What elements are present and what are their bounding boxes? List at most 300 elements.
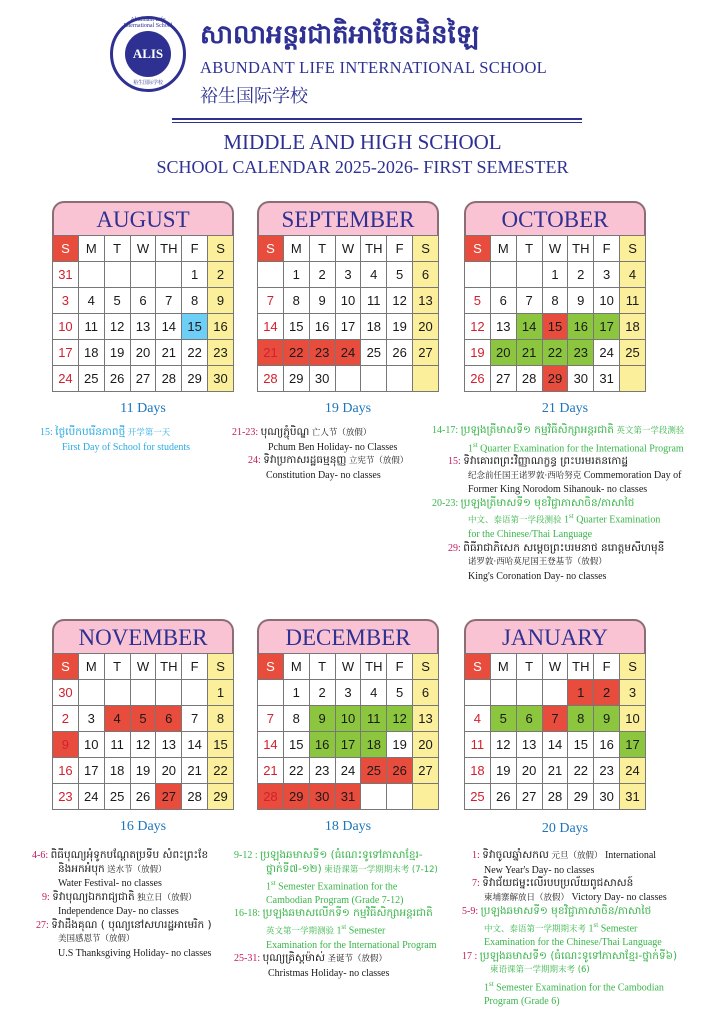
page-title: MIDDLE AND HIGH SCHOOL [223,130,502,154]
day-cell: 22 [182,340,208,366]
day-cell: 24 [78,784,104,810]
note-chinese: 独立日（放假） [137,892,197,903]
note-chinese: 立宪节（放假） [348,456,409,466]
day-cell [413,366,439,392]
day-cell: 12 [104,314,130,340]
day-cell: 25 [620,340,646,366]
day-cell: 25 [104,784,130,810]
day-cell: 25 [361,340,387,366]
day-cell: 16 [208,314,234,340]
weekday-label: F [594,654,620,680]
note-date: 14-17: [432,425,459,436]
day-cell: 14 [182,732,208,758]
note-chinese-text: 柬语课第一学期期末考 (6) [490,965,590,976]
note-date: 9: [42,891,50,903]
day-cell: 10 [335,288,361,314]
note-khmer: ប្រឡងឆមាសលើកទី១ កម្មវិធីសិក្សាអន្តរជាតិ [262,907,433,920]
days-count-december: 18 Days [324,819,372,834]
day-cell: 15 [182,314,208,340]
note-english: First Day of School for students [62,441,191,453]
note-english: Independence Day- no classes [58,906,179,917]
weekday-label: M [490,236,516,262]
day-cell: 7 [182,706,208,732]
day-cell: 15 [283,732,309,758]
day-cell: 14 [258,732,284,758]
day-cell [156,262,182,288]
day-cell: 11 [361,706,387,732]
day-cell: 1 [283,262,309,288]
day-cell: 19 [104,340,130,366]
day-cell: 2 [309,262,335,288]
day-cell: 29 [568,784,594,810]
note-khmer: ទិវាដឹងគុណ ( បុណ្យនៅសហរដ្ឋអាមេរិក ) [51,918,212,931]
day-cell [542,680,568,706]
day-cell: 6 [413,262,439,288]
day-cell: 17 [335,732,361,758]
weekday-label: T [309,236,335,262]
weekday-label: M [283,654,309,680]
day-cell: 9 [568,288,594,314]
weekday-header-row [53,654,234,680]
day-cell: 10 [620,706,646,732]
day-cell: 19 [490,758,516,784]
day-cell: 18 [104,758,130,784]
week-row [53,262,234,288]
note-date: 4-6: [32,850,49,861]
day-cell: 3 [594,262,620,288]
logo-bottom-text: 裕生国际学校 [132,81,163,86]
day-cell: 13 [490,314,516,340]
day-cell: 26 [465,366,491,392]
note-english: International [604,850,657,861]
calendar-grid [257,235,439,392]
day-cell: 5 [104,288,130,314]
day-cell: 25 [78,366,104,392]
day-cell: 4 [620,262,646,288]
calendar-october [464,201,646,392]
day-cell: 1 [208,680,234,706]
month-title: DECEMBER [257,619,439,653]
weekday-label: W [130,236,156,262]
day-cell: 24 [53,366,79,392]
weekday-label: M [78,236,104,262]
weekday-label: F [182,236,208,262]
note-date: 15: [40,427,53,438]
day-cell: 8 [568,706,594,732]
page-subtitle: SCHOOL CALENDAR 2025-2026- FIRST SEMESTER [156,157,569,177]
day-cell: 20 [156,758,182,784]
notes-november [32,849,212,960]
weekday-label: S [413,654,439,680]
day-cell: 23 [309,340,335,366]
weekday-label: TH [156,236,182,262]
day-cell: 15 [542,314,568,340]
day-cell: 29 [542,366,568,392]
day-cell: 25 [465,784,491,810]
note-khmer: ទិវាបុណ្យឯករាជ្យជាតិ [52,890,135,903]
note-chinese: 亡人节（放假） [311,428,372,438]
note-khmer: ប្រឡងត្រីមាសទី១ កម្មវិធីសិក្សាអន្តរជាតិ [460,424,614,436]
day-cell: 16 [53,758,79,784]
weekday-header-row [465,236,646,262]
day-cell: 26 [387,758,413,784]
weekday-label: S [620,236,646,262]
day-cell: 6 [156,706,182,732]
day-cell: 28 [258,784,284,810]
week-row [465,706,646,732]
day-cell: 3 [53,288,79,314]
note-english: Commemoration Day of [583,469,682,481]
note-khmer: និងអកអំបុក [58,862,105,875]
days-count-january: 20 Days [541,821,589,836]
day-cell: 11 [465,732,491,758]
day-cell: 4 [465,706,491,732]
note-khmer: ទិវាចូលឆ្នាំសកល [482,849,549,861]
weekday-label: T [516,654,542,680]
day-cell: 27 [413,340,439,366]
note-english: Program (Grade 6) [484,995,560,1007]
day-cell: 12 [387,288,413,314]
note-chinese [432,555,684,570]
note-khmer: ទិវាជ័យជម្នះលើរបបប្រល័យពូជសាសន៍ [482,877,634,889]
day-cell: 21 [258,340,284,366]
note-date: 5-9: [462,906,479,917]
weekday-label: S [53,236,79,262]
weekday-label: M [490,654,516,680]
day-cell: 20 [413,732,439,758]
day-cell: 3 [78,706,104,732]
day-cell: 5 [465,288,491,314]
note-chinese: 开学第一天 [127,428,171,438]
week-row [258,706,439,732]
week-row [465,784,646,810]
day-cell: 20 [413,314,439,340]
weekday-label: M [78,654,104,680]
week-row [53,732,234,758]
week-row [258,262,439,288]
week-row [53,366,234,392]
weekday-label: TH [568,654,594,680]
note-english: Semester Examination for the [278,881,398,893]
week-row [258,314,439,340]
note-english: Christmas Holiday- no classes [268,967,390,979]
note-english: for the Chinese/Thai Language [468,529,593,541]
week-row [258,340,439,366]
note-khmer: ប្រឡងត្រីមាសទី១ មុខវិជ្ជាភាសាចិន/ភាសាថៃ [460,496,635,509]
day-cell: 10 [335,706,361,732]
day-cell: 18 [78,340,104,366]
day-cell [258,680,284,706]
day-cell: 8 [283,706,309,732]
note-english: Cambodian Program (Grade 7-12) [266,894,404,906]
day-cell: 23 [53,784,79,810]
day-cell: 16 [309,314,335,340]
day-cell: 16 [594,732,620,758]
ordinal-suffix: st [341,922,347,931]
day-cell [361,784,387,810]
day-cell: 29 [283,784,309,810]
note-english: Semester Examination for the Cambodian [496,982,664,994]
weekday-label: W [130,654,156,680]
weekday-header-row [258,654,439,680]
calendar-grid [464,235,646,392]
day-cell: 2 [309,680,335,706]
day-cell: 5 [387,262,413,288]
weekday-label: F [387,236,413,262]
calendar-grid [257,653,439,810]
day-cell: 21 [516,340,542,366]
day-cell: 2 [53,706,79,732]
calendar-january [464,619,646,810]
day-cell: 12 [387,706,413,732]
calendar-december [257,619,439,810]
day-cell: 13 [516,732,542,758]
week-row [53,758,234,784]
calendar-grid [52,235,234,392]
note-chinese [32,932,212,947]
day-cell: 11 [78,314,104,340]
week-row [258,784,439,810]
note-english: Former King Norodom Sihanouk- no classes [468,484,648,496]
note-chinese: 送水节（放假） [107,864,167,875]
week-row [465,680,646,706]
day-cell: 16 [568,314,594,340]
day-cell: 27 [413,758,439,784]
note-date: 1: [472,850,480,861]
week-row [53,680,234,706]
note-khmer: ទិវាគោរពព្រះវិញ្ញាណក្ខន្ធ ព្រះបរមរតនកោដ្ឋ [463,455,629,468]
day-cell [130,262,156,288]
day-cell: 10 [53,314,79,340]
day-cell: 11 [361,288,387,314]
day-cell: 11 [620,288,646,314]
day-cell: 19 [130,758,156,784]
note-date: 9-12 : [234,850,258,861]
week-row [53,340,234,366]
day-cell: 27 [156,784,182,810]
note-date: 15: [448,456,461,468]
week-row [465,288,646,314]
day-cell [130,680,156,706]
note-khmer: បុណ្យភ្ជុំបិណ្ឌ [260,426,310,438]
day-cell: 21 [542,758,568,784]
day-cell: 1 [568,680,594,706]
day-cell [104,680,130,706]
note-chinese-text: 诺罗敦·西哈莫尼国王登基节（放假） [468,557,607,568]
month-title: OCTOBER [464,201,646,235]
day-cell: 5 [130,706,156,732]
notes-august [40,426,190,454]
calendar-grid [464,653,646,810]
note-khmer: បុណ្យគ្រិស្តម៉ាស់ [262,952,326,965]
week-row [258,732,439,758]
day-cell: 27 [516,784,542,810]
day-cell [387,784,413,810]
day-cell: 19 [387,314,413,340]
ordinal-number: 1 [266,881,271,893]
day-cell: 12 [490,732,516,758]
notes-october [432,424,684,583]
ordinal-suffix: st [271,879,276,887]
week-row [53,314,234,340]
day-cell: 13 [413,288,439,314]
day-cell [78,680,104,706]
day-cell: 29 [283,366,309,392]
notes-september [232,426,408,482]
day-cell: 3 [620,680,646,706]
note-chinese: 柬语课第一学期期末考 (7-12) [324,864,438,875]
day-cell: 7 [258,706,284,732]
weekday-label: S [258,654,284,680]
day-cell: 1 [283,680,309,706]
day-cell: 17 [78,758,104,784]
day-cell: 23 [594,758,620,784]
day-cell: 7 [258,288,284,314]
weekday-label: S [465,654,491,680]
weekday-label: S [208,236,234,262]
day-cell: 9 [594,706,620,732]
day-cell: 19 [465,340,491,366]
note-chinese: 英文第一学期测验 [266,926,335,937]
day-cell: 4 [361,262,387,288]
day-cell: 17 [594,314,620,340]
day-cell: 13 [413,706,439,732]
note-english: Examination for the International Program [266,939,437,951]
days-count-november: 16 Days [119,819,167,834]
day-cell: 21 [182,758,208,784]
logo-text: ALIS [125,31,171,77]
weekday-label: TH [568,236,594,262]
day-cell: 10 [594,288,620,314]
ordinal-number: 1 [564,514,570,526]
day-cell: 18 [361,732,387,758]
note-date: 20-23: [432,497,459,509]
day-cell: 24 [335,340,361,366]
weekday-label: F [594,236,620,262]
day-cell: 23 [309,758,335,784]
weekday-header-row [53,236,234,262]
day-cell: 17 [620,732,646,758]
month-title: NOVEMBER [52,619,234,653]
day-cell: 10 [78,732,104,758]
day-cell [104,262,130,288]
note-chinese [462,963,677,978]
note-chinese: 圣诞节（放假） [327,954,388,965]
weekday-label: S [53,654,79,680]
weekday-label: F [387,654,413,680]
day-cell: 1 [542,262,568,288]
day-cell: 18 [465,758,491,784]
day-cell [182,680,208,706]
day-cell: 17 [335,314,361,340]
day-cell: 27 [130,366,156,392]
school-name-chinese: 裕生国际学校 [200,86,308,107]
day-cell: 23 [208,340,234,366]
note-date: 17 : [462,950,478,962]
note-khmer: ប្រឡងឆមាសទី១ (ធំណេះទូទៅភាសាខ្មែរ- [260,849,423,861]
day-cell: 19 [387,732,413,758]
note-chinese: 英文第一学段测验 [616,426,685,436]
day-cell: 15 [208,732,234,758]
week-row [465,262,646,288]
day-cell: 31 [53,262,79,288]
ordinal-number: 1 [484,982,489,994]
notes-january [462,849,677,1008]
month-title: JANUARY [464,619,646,653]
note-english: Quarter Examination [576,514,661,526]
weekday-label: T [309,654,335,680]
note-date: 16-18: [234,908,261,920]
note-khmer: ពិធីរាជាភិសេក សម្តេចព្រះបរមនាថ នរោត្តមសីហមុនី [463,541,665,554]
day-cell: 8 [182,288,208,314]
day-cell: 30 [594,784,620,810]
week-row [465,340,646,366]
day-cell: 22 [208,758,234,784]
day-cell [361,366,387,392]
note-chinese: 柬埔寨解放日（放假） [484,892,570,903]
month-title: SEPTEMBER [257,201,439,235]
day-cell [387,366,413,392]
day-cell: 6 [490,288,516,314]
day-cell: 29 [182,366,208,392]
weekday-header-row [465,654,646,680]
days-count-october: 21 Days [541,401,589,416]
day-cell: 8 [208,706,234,732]
day-cell: 12 [465,314,491,340]
day-cell [516,262,542,288]
days-count-august: 11 Days [120,401,166,416]
day-cell: 1 [182,262,208,288]
day-cell: 28 [182,784,208,810]
week-row [465,732,646,758]
day-cell: 24 [335,758,361,784]
day-cell: 21 [258,758,284,784]
day-cell [465,680,491,706]
day-cell: 5 [387,680,413,706]
weekday-label: S [465,236,491,262]
day-cell: 15 [568,732,594,758]
day-cell: 23 [568,340,594,366]
day-cell: 8 [542,288,568,314]
week-row [258,758,439,784]
notes-december [234,849,438,980]
days-count-september: 19 Days [324,401,372,416]
day-cell: 21 [156,340,182,366]
day-cell: 30 [309,366,335,392]
day-cell: 26 [490,784,516,810]
weekday-label: W [335,654,361,680]
note-english: Victory Day- no classes [571,891,667,903]
ordinal-suffix: st [473,440,478,449]
day-cell: 22 [542,340,568,366]
day-cell: 9 [53,732,79,758]
day-cell: 6 [516,706,542,732]
school-header [110,14,690,124]
day-cell: 5 [490,706,516,732]
weekday-label: TH [361,236,387,262]
day-cell [258,262,284,288]
day-cell: 27 [490,366,516,392]
day-cell: 31 [620,784,646,810]
ordinal-suffix: st [489,979,494,988]
day-cell: 22 [283,340,309,366]
school-logo [110,16,186,92]
day-cell: 14 [258,314,284,340]
note-date: 25-31: [234,953,261,965]
day-cell [620,366,646,392]
weekday-label: W [542,654,568,680]
day-cell: 28 [542,784,568,810]
